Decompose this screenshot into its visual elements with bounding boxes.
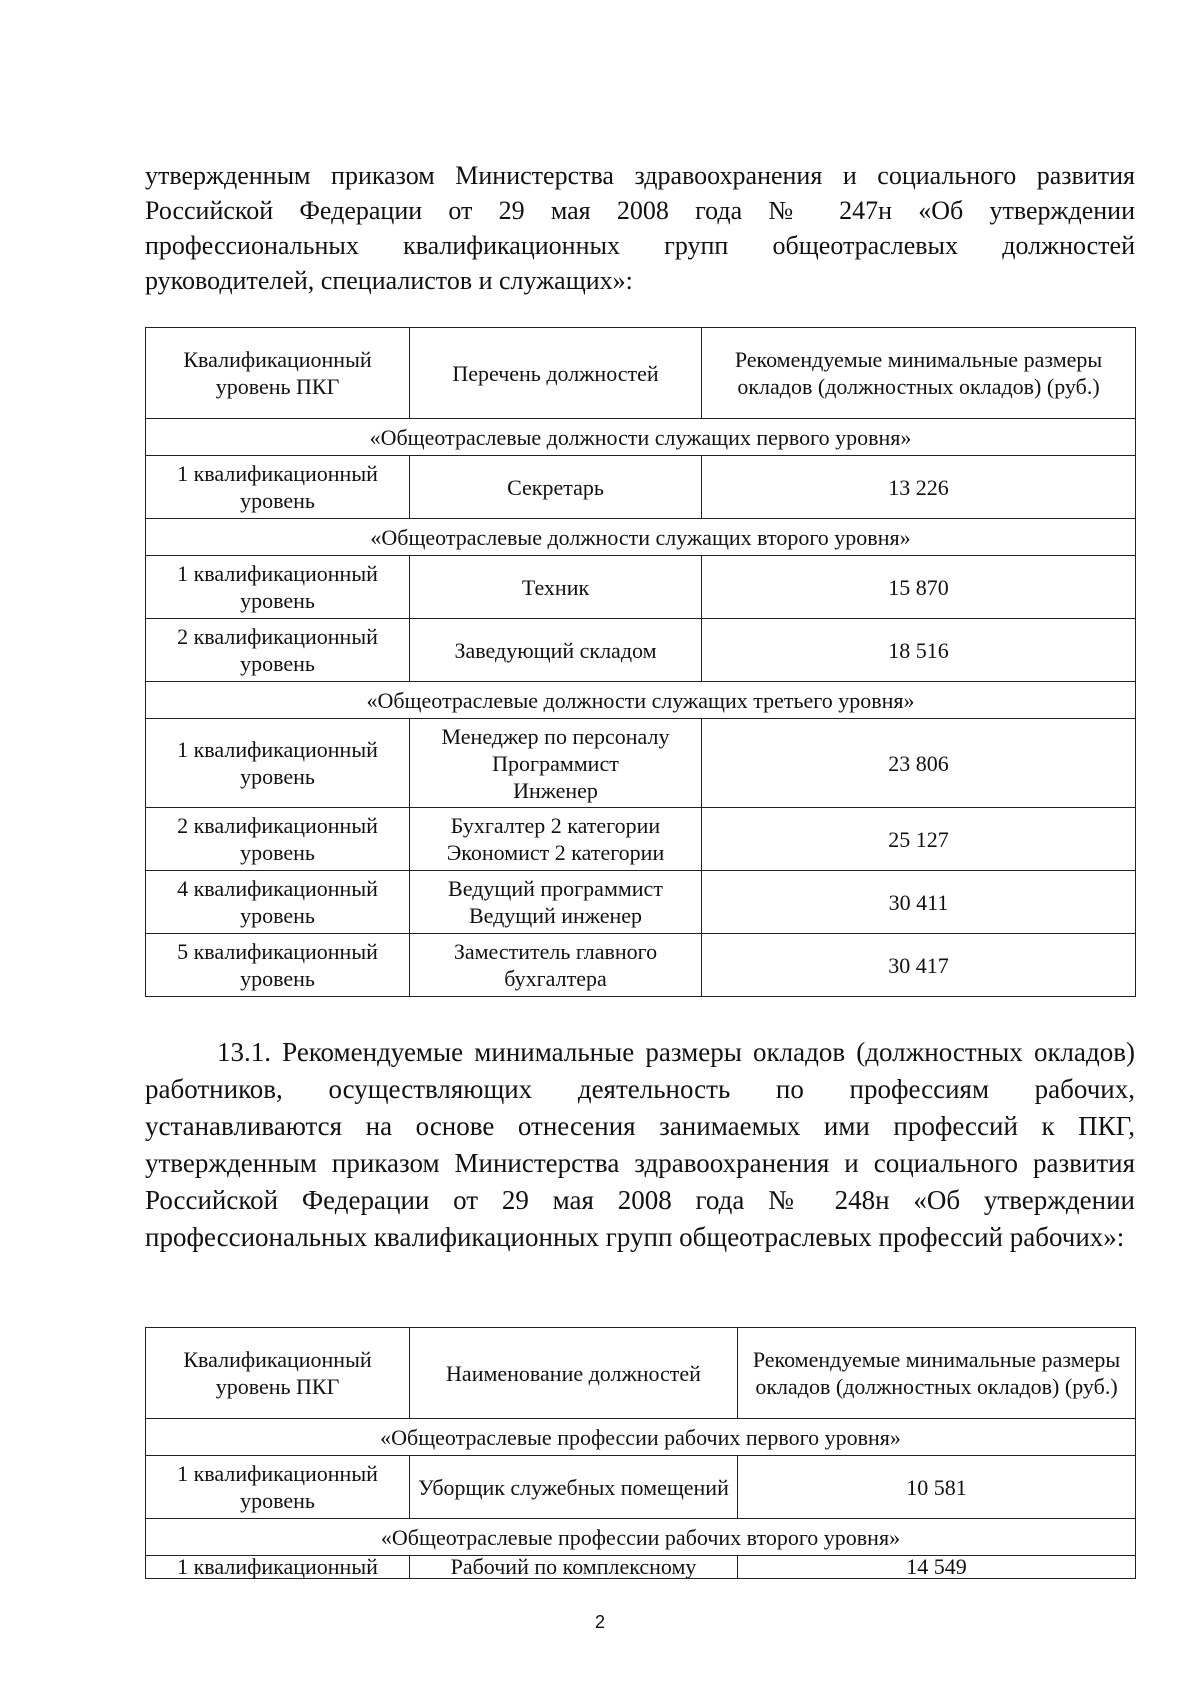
positions-cell: Менеджер по персоналу Программист Инженер <box>410 719 702 808</box>
group-title: «Общеотраслевые должности служащих третьего уровня» <box>146 682 1136 719</box>
table-row <box>146 808 1136 871</box>
salary-cell: 18 516 <box>702 619 1136 682</box>
level-cell: 1 квалификационный уровень <box>146 556 410 619</box>
positions-cell: Заместитель главного бухгалтера <box>410 934 702 997</box>
group-row <box>146 1419 1136 1456</box>
group-row <box>146 682 1136 719</box>
positions-cell: Уборщик служебных помещений <box>410 1456 738 1519</box>
salary-cell: 25 127 <box>702 808 1136 871</box>
table-row <box>146 1456 1136 1519</box>
salary-cell: 15 870 <box>702 556 1136 619</box>
level-cell: 1 квалификационный уровень <box>146 719 410 808</box>
intro-paragraph: утвержденным приказом Министерства здравоохранения и социального развития Российской Федерации от 29 мая 2008 года № 247н «Об утверждении профессиональных квалификационных групп общеотраслевых должностей руководителей, специалистов и служащих»: <box>145 161 1135 295</box>
salary-cell: 30 411 <box>702 871 1136 934</box>
header-positions: Наименование должностей <box>410 1328 738 1419</box>
salary-cell: 10 581 <box>738 1456 1136 1519</box>
level-cell: 2 квалификационный уровень <box>146 619 410 682</box>
positions-cell: Техник <box>410 556 702 619</box>
page-number: 2 <box>594 1612 605 1632</box>
header-salary: Рекомендуемые минимальные размеры окладов (должностных окладов) (руб.) <box>702 328 1136 419</box>
salary-cell: 23 806 <box>702 719 1136 808</box>
table-header-row <box>146 1328 1136 1419</box>
positions-cell: Заведующий складом <box>410 619 702 682</box>
level-cell: 1 квалификационный уровень <box>146 1456 410 1519</box>
group-title: «Общеотраслевые профессии рабочих второго уровня» <box>146 1519 1136 1556</box>
positions-cell: Секретарь <box>410 456 702 519</box>
group-row <box>146 519 1136 556</box>
table-row <box>146 556 1136 619</box>
table-row <box>146 871 1136 934</box>
level-cell: 5 квалификационный уровень <box>146 934 410 997</box>
group-row <box>146 419 1136 456</box>
group-row <box>146 1519 1136 1556</box>
table-row <box>146 619 1136 682</box>
header-salary: Рекомендуемые минимальные размеры окладов (должностных окладов) (руб.) <box>738 1328 1136 1419</box>
level-cell: 4 квалификационный уровень <box>146 871 410 934</box>
workers-salary-table <box>145 1327 1136 1579</box>
level-cell: 1 квалификационный <box>146 1556 410 1579</box>
table-row <box>146 934 1136 997</box>
table-row <box>146 1556 1136 1579</box>
group-title: «Общеотраслевые профессии рабочих первого уровня» <box>146 1419 1136 1456</box>
section-13-1-paragraph: 13.1. Рекомендуемые минимальные размеры окладов (должностных окладов) работников, осуществляющих деятельность по профессиям рабочих, устанавливаются на основе отнесения занимаемых ими профессий к ПКГ, утвержденным приказом Министерства здравоохранения и социального развития Российской Федерации от 29 мая 2008 года № 248н «Об утверждении профессиональных квалификационных групп общеотраслевых профессий рабочих»: <box>145 1037 1135 1252</box>
employees-salary-table <box>145 327 1136 997</box>
salary-cell: 14 549 <box>738 1556 1136 1579</box>
header-level: Квалификационный уровень ПКГ <box>146 328 410 419</box>
positions-cell: Рабочий по комплексному <box>410 1556 738 1579</box>
salary-cell: 13 226 <box>702 456 1136 519</box>
table-header-row <box>146 328 1136 419</box>
salary-cell: 30 417 <box>702 934 1136 997</box>
table-row <box>146 719 1136 808</box>
group-title: «Общеотраслевые должности служащих первого уровня» <box>146 419 1136 456</box>
header-level: Квалификационный уровень ПКГ <box>146 1328 410 1419</box>
positions-cell: Бухгалтер 2 категории Экономист 2 категории <box>410 808 702 871</box>
level-cell: 1 квалификационный уровень <box>146 456 410 519</box>
level-cell: 2 квалификационный уровень <box>146 808 410 871</box>
positions-cell: Ведущий программист Ведущий инженер <box>410 871 702 934</box>
group-title: «Общеотраслевые должности служащих второго уровня» <box>146 519 1136 556</box>
table-row <box>146 456 1136 519</box>
header-positions: Перечень должностей <box>410 328 702 419</box>
